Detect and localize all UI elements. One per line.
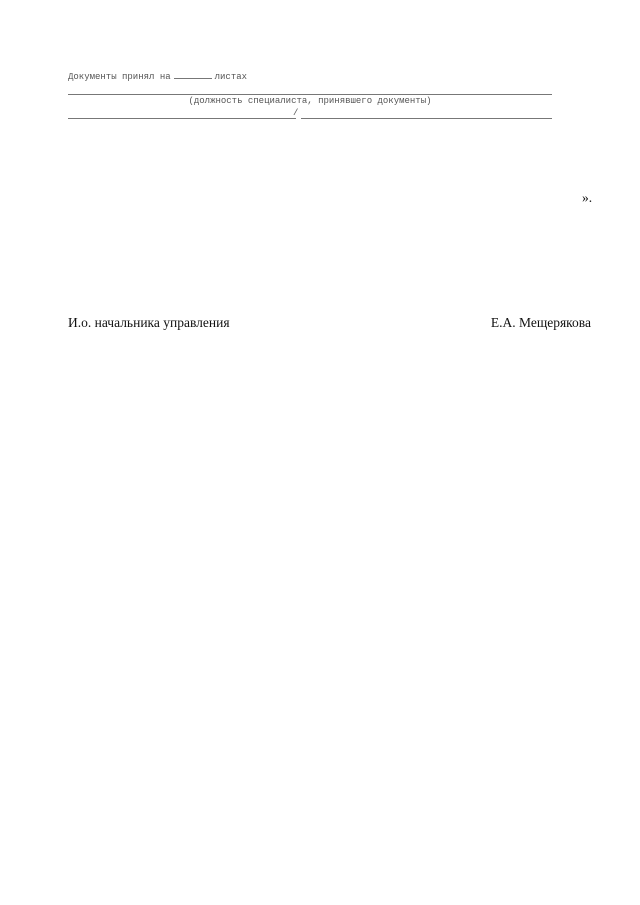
closing-quote: ». — [582, 190, 593, 205]
sheet-count-blank — [174, 70, 212, 79]
signature-separator-slash: / — [293, 108, 299, 118]
signature-underline-right — [301, 118, 552, 119]
documents-accepted-line — [68, 70, 247, 83]
signatory-title: И.о. начальника управления — [68, 315, 230, 330]
position-caption: (должность специалиста, принявшего документы) — [188, 96, 432, 106]
signature-underline-left — [68, 118, 296, 119]
position-underline — [68, 94, 552, 95]
signatory-name: Е.А. Мещерякова — [490, 315, 591, 330]
documents-accepted-suffix: листах — [214, 72, 248, 82]
documents-accepted-prefix: Документы принял на — [68, 72, 171, 82]
